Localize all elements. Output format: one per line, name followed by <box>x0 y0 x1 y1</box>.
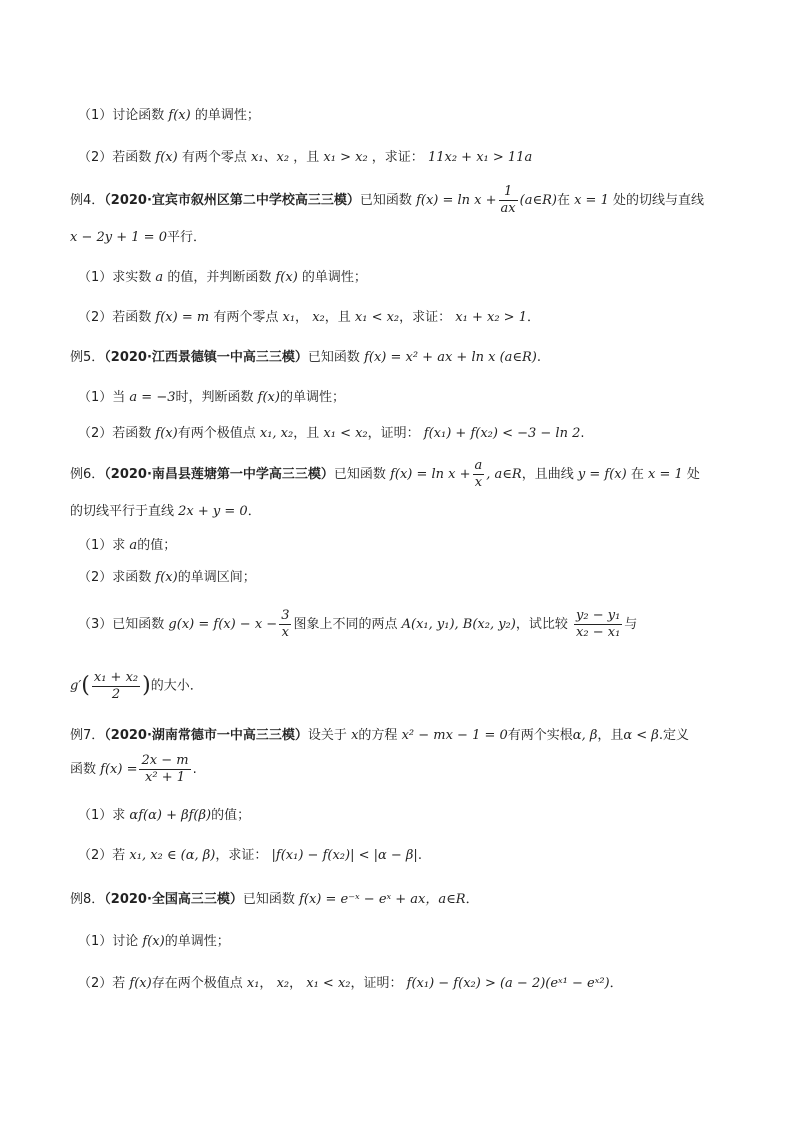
text: ． <box>247 504 261 519</box>
math: f(x) <box>168 108 191 123</box>
p6-stem-line2 <box>70 502 261 522</box>
problem-label: 例6． <box>70 467 105 482</box>
problem-source: （2020·全国高三三模） <box>104 892 243 907</box>
text: 有两个零点 <box>181 150 247 165</box>
math: f(x) = ln x + <box>416 193 497 208</box>
math: f(x) <box>142 934 165 949</box>
math: f(x₁) − f(x₂) > (a − 2)(eˣ¹ − eˣ²) <box>406 976 610 991</box>
math: α, β <box>572 728 598 743</box>
p4-stem-line2 <box>70 228 206 248</box>
math: x₁ < x₂ <box>323 426 368 441</box>
math: x₁ <box>246 976 260 991</box>
math: y = f(x) <box>577 467 627 482</box>
text: 的单调性； <box>164 934 230 949</box>
denominator: x² + 1 <box>145 770 185 785</box>
numerator: 2x − m <box>141 753 189 768</box>
text: . <box>417 848 422 863</box>
text: 的单调性； <box>194 108 260 123</box>
text: ，且 <box>597 728 624 743</box>
math: x₁ < x₂ <box>354 310 400 325</box>
math: f(x₁) + f(x₂) < −3 − ln 2 <box>423 426 581 441</box>
math: ，a∈R <box>425 892 466 907</box>
text: 在 <box>556 193 570 208</box>
text: 已知函数 <box>333 467 386 482</box>
p7-stem <box>70 726 689 746</box>
text: （1）求 <box>78 538 126 553</box>
text: . <box>580 426 585 441</box>
math: x = 1 <box>574 193 609 208</box>
math: a = −3 <box>129 390 176 405</box>
math: αf(α) + βf(β) <box>129 808 212 823</box>
p8-part1 <box>78 932 230 952</box>
text: （1）讨论 <box>78 934 139 949</box>
text: 的值； <box>211 808 251 823</box>
text: . <box>536 350 542 365</box>
text: ，求证： <box>215 848 268 863</box>
math: f(x) = <box>100 762 138 777</box>
math: f(x) <box>275 270 298 285</box>
math: x <box>351 728 359 743</box>
fraction <box>139 753 190 786</box>
denominator: x <box>281 625 289 640</box>
p8-stem <box>70 890 479 910</box>
math: x₂ <box>276 976 290 991</box>
text: 的单调性； <box>301 270 367 285</box>
text: 的大小． <box>150 678 203 694</box>
text: 在 <box>630 467 644 482</box>
denominator: x <box>474 475 483 490</box>
math: x₁ > x₂ <box>323 150 368 165</box>
math: α < β <box>623 728 659 743</box>
text: 的切线平行于直线 <box>70 504 175 519</box>
text: （2）若函数 <box>78 426 152 441</box>
text: 的单调性； <box>279 390 345 405</box>
math: x = 1 <box>647 467 683 482</box>
paren: ) <box>142 673 151 698</box>
math: 2x + y = 0 <box>178 504 248 519</box>
p8-part2: （2）若 f(x)存在两个极值点 x₁， x₂， x₁ < x₂，证明： f(x₁) − f(x₂) > (a − 2)(eˣ¹ − eˣ²)． <box>78 976 623 991</box>
math: f(x) = m <box>155 310 210 325</box>
text: ，证明： <box>350 976 403 991</box>
math: x₁ < x₂ <box>306 976 351 991</box>
text: ． <box>526 310 540 325</box>
text: 有两个零点 <box>213 310 279 325</box>
fraction <box>279 608 291 641</box>
text: （1）求实数 <box>78 270 152 285</box>
fraction <box>574 608 622 641</box>
math: (a∈R) <box>519 193 557 208</box>
text: （1）讨论函数 <box>78 108 165 123</box>
paren: ( <box>81 673 90 698</box>
math: x − 2y + 1 = 0 <box>70 230 167 245</box>
numerator: x₁ + x₂ <box>93 669 139 685</box>
text: 已知函数 <box>359 193 412 208</box>
p4-part2: （2）若函数 f(x) = m 有两个零点 x₁， x₂，且 x₁ < x₂，求证： x₁ + x₂ > 1． <box>78 310 540 325</box>
text: （2）若函数 <box>78 150 152 165</box>
math: x₁, x₂ <box>259 426 294 441</box>
problem-label: 例8． <box>70 892 105 907</box>
numerator: y₂ − y₁ <box>576 608 621 623</box>
text: ． <box>465 892 479 907</box>
p7-part2 <box>78 846 422 866</box>
text: 存在两个极值点 <box>151 976 243 991</box>
p6-part3-line2 <box>70 666 203 707</box>
text: ，试比较 <box>515 617 568 632</box>
math: A(x₁, y₁), B(x₂, y₂) <box>401 617 516 632</box>
text: ，求证： <box>399 310 452 325</box>
text: 已知函数 <box>242 892 295 907</box>
text: ，求证： <box>371 150 424 165</box>
problem-source: （2020·宜宾市叙州区第二中学校高三三模） <box>104 193 360 208</box>
text: 处 <box>686 467 700 482</box>
problem-label: 例4． <box>70 193 105 208</box>
text: （2）求函数 <box>78 570 152 585</box>
text: 的值，并判断函数 <box>167 270 272 285</box>
math: g′ <box>70 678 82 694</box>
text: 设关于 <box>307 728 347 743</box>
math: f(x) <box>129 976 152 991</box>
text: （2）若 <box>78 848 126 863</box>
p5-stem <box>70 348 541 368</box>
text: 处的切线与直线 <box>613 193 705 208</box>
text: 平行． <box>166 230 206 245</box>
text: 的单调区间； <box>177 570 256 585</box>
problem-source: （2020·南昌县莲塘第一中学高三三模） <box>104 467 334 482</box>
text: ，且曲线 <box>521 467 574 482</box>
denominator: 2 <box>111 686 121 702</box>
problem-label: 例7． <box>70 728 105 743</box>
p4-stem <box>70 184 704 218</box>
fraction <box>92 670 140 703</box>
math: f(x) <box>155 150 178 165</box>
text: ，且 <box>324 310 351 325</box>
math: x₁、x₂ <box>251 150 290 165</box>
text: （2）若 <box>78 976 126 991</box>
text: ． <box>609 976 623 991</box>
text: 与 <box>624 617 638 632</box>
denominator: ax <box>500 201 516 216</box>
math: x₁ <box>282 310 296 325</box>
problem-source: （2020·湖南常德市一中高三三模） <box>104 728 308 743</box>
p3-part2 <box>78 148 532 168</box>
text: 已知函数 <box>307 350 360 365</box>
text: （1）求 <box>78 808 126 823</box>
text: 图象上不同的两点 <box>293 617 398 632</box>
p3-part1 <box>78 106 260 126</box>
fraction <box>499 184 518 217</box>
p4-part1 <box>78 268 367 288</box>
math: , a∈R <box>486 467 522 482</box>
text: . <box>192 762 197 777</box>
text: 函数 <box>70 762 97 777</box>
text: 的方程 <box>358 728 398 743</box>
denominator: x₂ − x₁ <box>576 625 621 640</box>
text: （2）若函数 <box>78 310 152 325</box>
math: |f(x₁) − f(x₂)| < |α − β| <box>271 848 418 863</box>
p6-stem <box>70 458 700 492</box>
text: 的值； <box>137 538 177 553</box>
p6-part3 <box>78 608 637 642</box>
text: （1）当 <box>78 390 126 405</box>
p6-part2 <box>78 568 256 588</box>
math: x₂ <box>312 310 325 325</box>
numerator: 1 <box>499 184 518 201</box>
p7-stem-line2 <box>70 752 197 788</box>
math: g(x) = f(x) − x − <box>168 617 278 632</box>
math: f(x) <box>155 426 178 441</box>
text: ，且 <box>293 150 320 165</box>
math: f(x) = ln x + <box>390 467 471 482</box>
problem-label: 例5． <box>70 350 105 365</box>
math: a <box>155 270 164 285</box>
math: x₁, x₂ ∈ (α, β) <box>129 848 216 863</box>
numerator: 3 <box>281 608 290 623</box>
math: f(x) <box>257 390 280 405</box>
text: ，且 <box>293 426 320 441</box>
text: ，证明： <box>367 426 420 441</box>
text: .定义 <box>658 728 689 743</box>
p6-part1 <box>78 536 176 556</box>
p5-part2 <box>78 424 585 444</box>
math: f(x) = x² + ax + ln x (a∈R) <box>364 350 537 365</box>
math: f(x) = e⁻ˣ − eˣ + ax <box>299 892 426 907</box>
math: a <box>129 538 138 553</box>
math: x² − mx − 1 = 0 <box>401 728 508 743</box>
problem-source: （2020·江西景德镇一中高三三模） <box>104 350 308 365</box>
numerator: a <box>474 458 483 473</box>
p5-part1 <box>78 388 345 408</box>
text: 有两个极值点 <box>177 426 256 441</box>
text: （3）已知函数 <box>78 617 165 632</box>
math: x₁ + x₂ > 1 <box>455 310 527 325</box>
math: f(x) <box>155 570 178 585</box>
fraction <box>473 458 485 491</box>
math: 11x₂ + x₁ > 11a <box>427 150 533 165</box>
p7-part1 <box>78 806 250 826</box>
text: 有两个实根 <box>507 728 573 743</box>
text: 时，判断函数 <box>175 390 254 405</box>
